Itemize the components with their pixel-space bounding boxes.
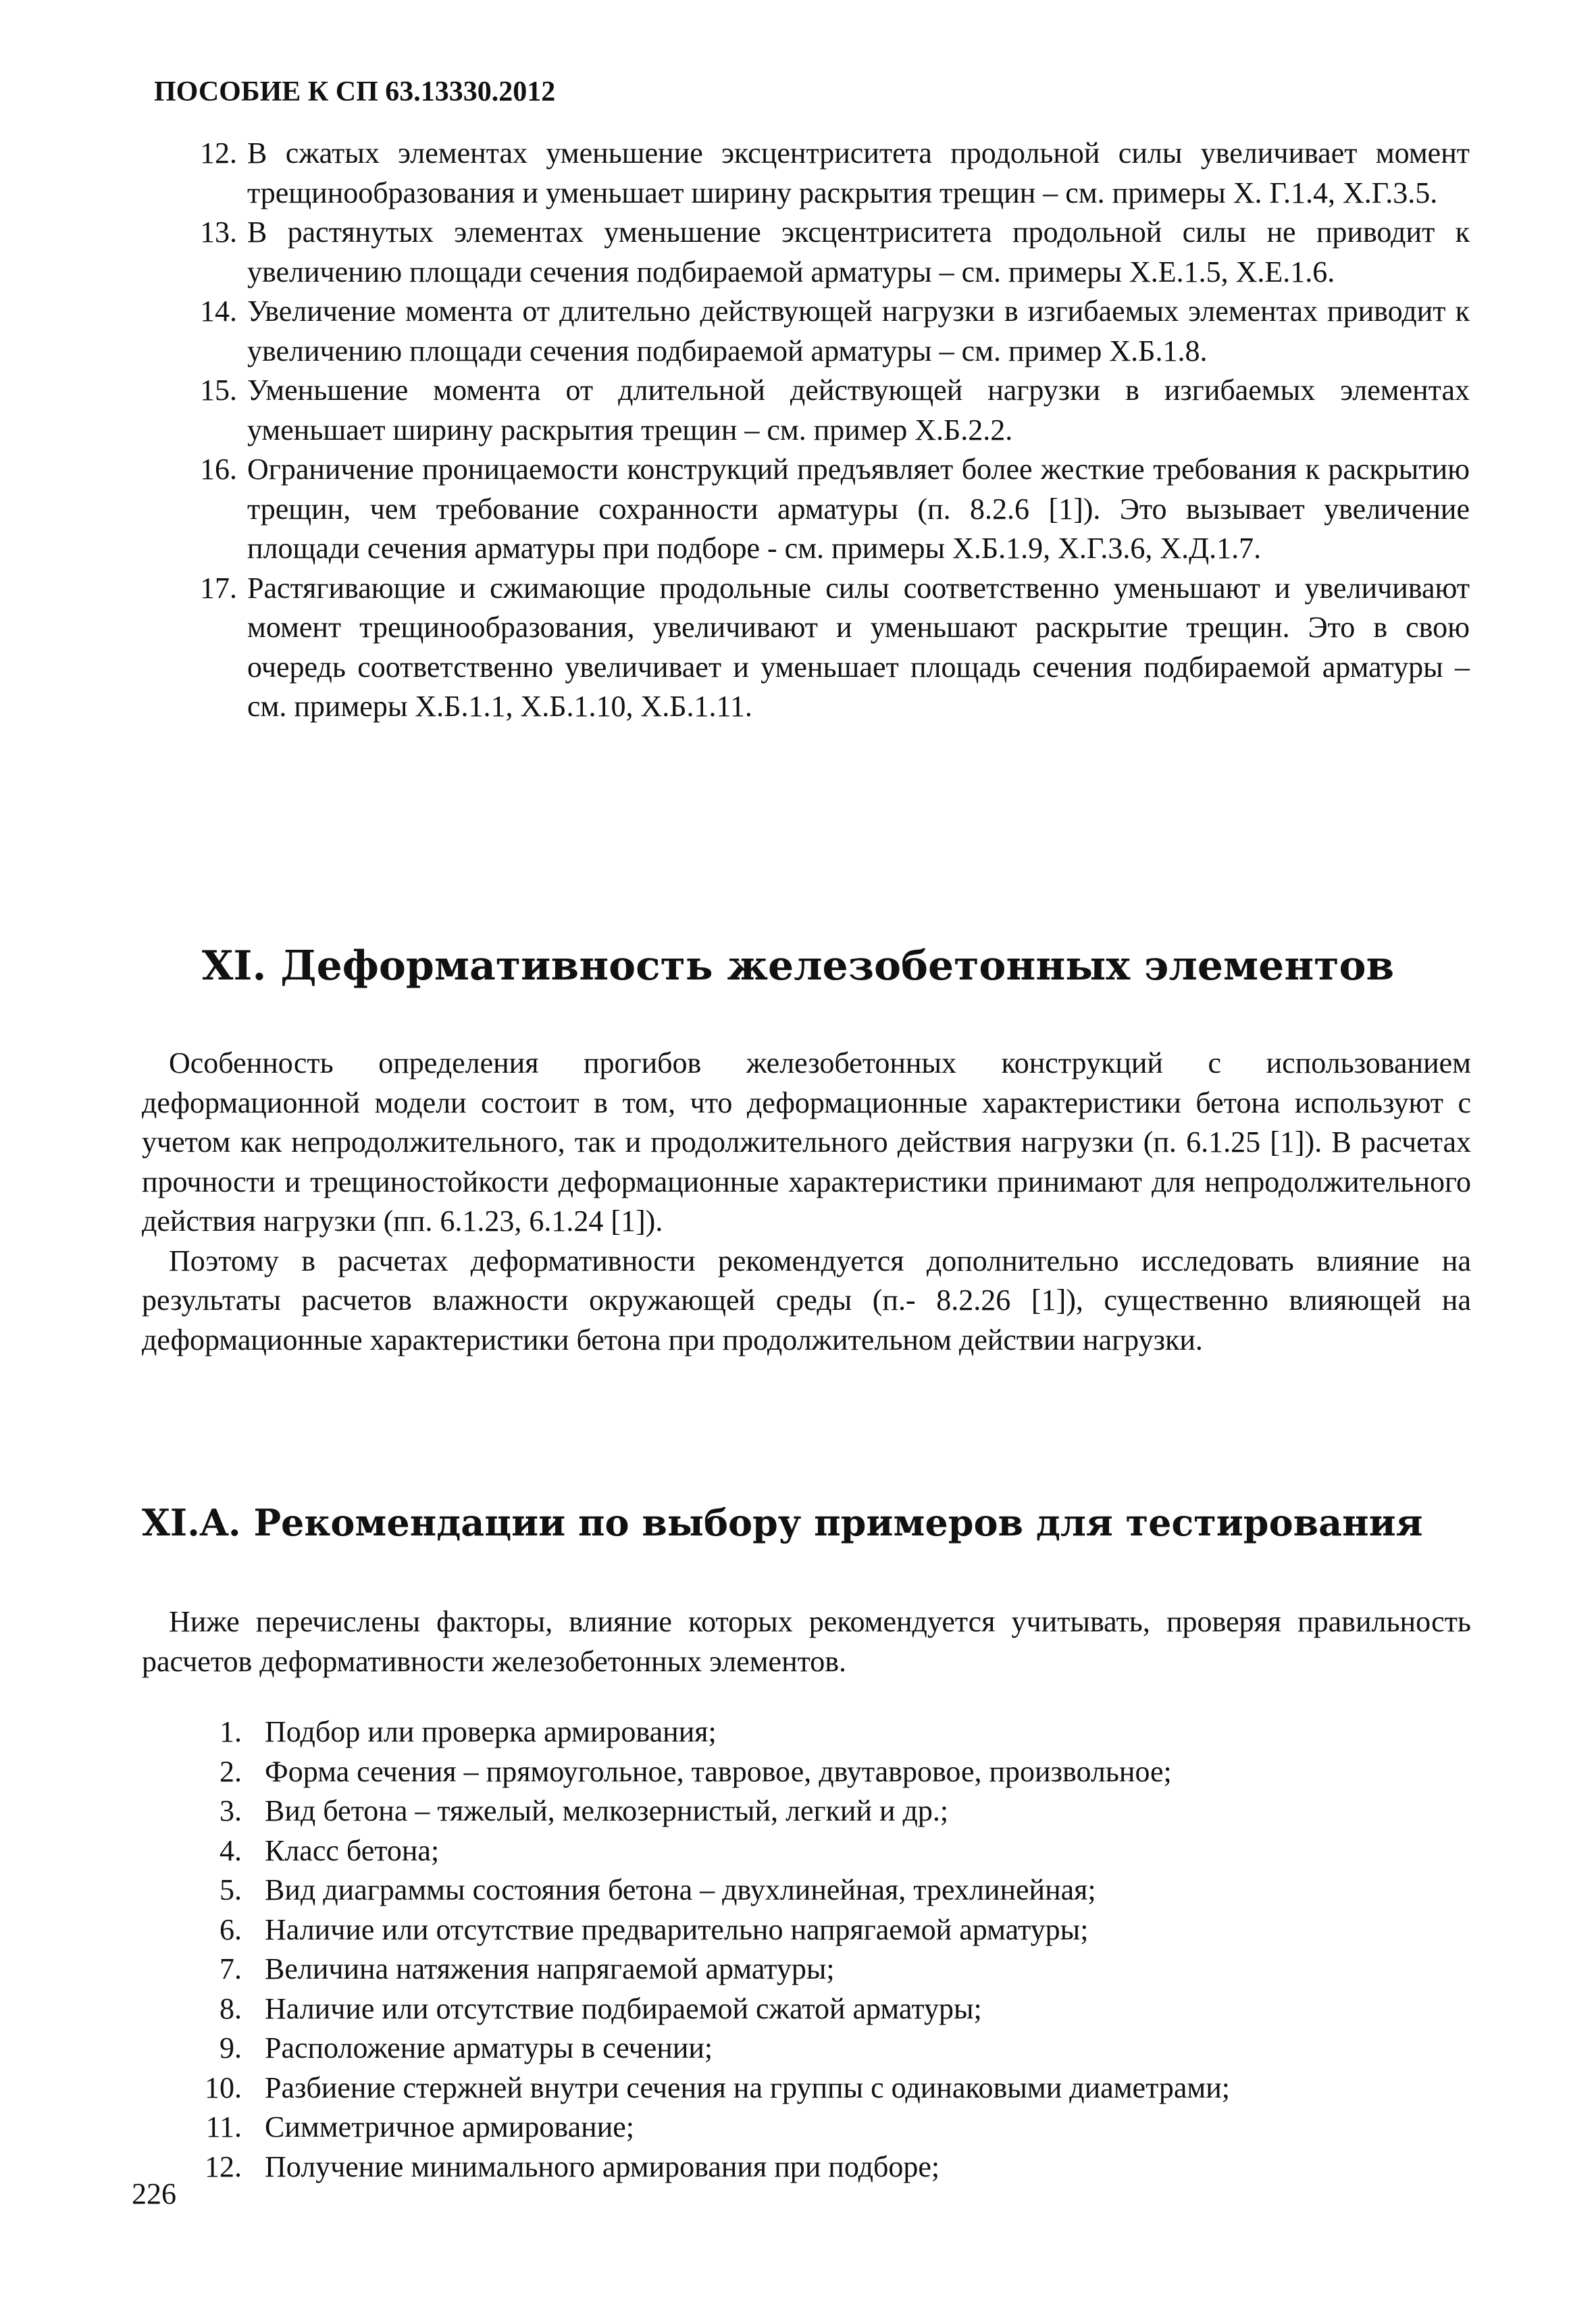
list-item: [196, 1989, 1412, 2029]
item-text: Наличие или отсутствие подбираемой сжатой арматуры;: [265, 1991, 982, 2025]
item-text: Вид бетона – тяжелый, мелкозернистый, легкий и др.;: [265, 1794, 949, 1827]
item-text: Разбиение стержней внутри сечения на группы с одинаковыми диаметрами;: [265, 2070, 1230, 2104]
list-item: [196, 1871, 1412, 1910]
item-number: 6.: [220, 1912, 242, 1946]
running-header: ПОСОБИЕ К СП 63.13330.2012: [154, 76, 556, 107]
item-number: 1.: [220, 1715, 242, 1748]
body-paragraph: Поэтому в расчетах деформативности рекомендуется дополнительно исследовать влияние на результаты расчетов влажности окружающей среды (п.- 8.2.26 [1]), существенно влияющей на деформационные характеристики бетона при продолжительном действии нагрузки.: [142, 1244, 1471, 1356]
subsection-intro: [142, 1602, 1471, 1681]
item-number: 16.: [200, 453, 237, 486]
list-item: [196, 1910, 1412, 1950]
item-text: Форма сечения – прямоугольное, тавровое, двутавровое, произвольное;: [265, 1754, 1172, 1788]
list-item: [196, 2108, 1412, 2147]
item-text: Получение минимального армирования при подборе;: [265, 2150, 940, 2183]
section-body: [142, 1044, 1471, 1360]
factors-list: [196, 1712, 1412, 2187]
item-text: Увеличение момента от длительно действующей нагрузки в изгибаемых элементах приводит к увеличению площади сечения подбираемой арматуры – см. пример Х.Б.1.8.: [247, 295, 1470, 367]
item-number: 7.: [220, 1952, 242, 1985]
list-item: [196, 1752, 1412, 1792]
list-item: [196, 2068, 1412, 2108]
item-number: 5.: [220, 1873, 242, 1906]
item-text: Расположение арматуры в сечении;: [265, 2031, 713, 2064]
item-number: 12.: [200, 136, 237, 170]
item-text: Симметричное армирование;: [265, 2110, 634, 2143]
subsection-heading: XI.A. Рекомендации по выбору примеров для тестирования: [142, 1501, 1423, 1544]
item-text: Уменьшение момента от длительной действующей нагрузки в изгибаемых элементах уменьшает ширину раскрытия трещин – см. пример Х.Б.2.2.: [247, 374, 1470, 447]
item-text: Величина натяжения напрягаемой арматуры;: [265, 1952, 835, 1985]
item-number: 13.: [200, 215, 237, 249]
list-item: [154, 371, 1470, 450]
item-text: Класс бетона;: [265, 1833, 440, 1867]
list-item: [196, 2147, 1412, 2187]
item-number: 15.: [200, 374, 237, 407]
item-text: Ограничение проницаемости конструкций предъявляет более жесткие требования к раскрытию трещин, чем требование сохранности арматуры (п. 8.2.6 [1]). Это вызывает увеличение площади сечения арматуры при подборе - см. примеры Х.Б.1.9, Х.Г.3.6, Х.Д.1.7.: [247, 453, 1470, 565]
item-number: 8.: [220, 1991, 242, 2025]
intro-paragraph: Ниже перечислены факторы, влияние которых рекомендуется учитывать, проверяя правильность расчетов деформативности железобетонных элементов.: [142, 1605, 1471, 1678]
item-number: 10.: [205, 2070, 242, 2104]
item-number: 2.: [220, 1754, 242, 1788]
list-item: [154, 134, 1470, 213]
list-item: [154, 213, 1470, 292]
list-item: [196, 1791, 1412, 1831]
item-text: Подбор или проверка армирования;: [265, 1715, 717, 1748]
item-number: 17.: [200, 571, 237, 605]
list-item: [196, 1712, 1412, 1752]
list-item: [154, 569, 1470, 727]
list-item: [196, 2029, 1412, 2068]
list-item: [154, 450, 1470, 569]
item-number: 11.: [205, 2110, 242, 2143]
body-paragraph: Особенность определения прогибов железобетонных конструкций с использованием деформационной модели состоит в том, что деформационные характеристики бетона используют с учетом как непродолжительного, так и продолжительного действия нагрузки (п. 6.1.25 [1]). В расчетах прочности и трещиностойкости деформационные характеристики принимают для непродолжительного действия нагрузки (пп. 6.1.23, 6.1.24 [1]).: [142, 1046, 1471, 1238]
item-text: В сжатых элементах уменьшение эксцентриситета продольной силы увеличивает момент трещинообразования и уменьшает ширину раскрытия трещин – см. примеры Х. Г.1.4, Х.Г.3.5.: [247, 136, 1470, 209]
page-number: 226: [132, 2177, 176, 2210]
item-text: Вид диаграммы состояния бетона – двухлинейная, трехлинейная;: [265, 1873, 1096, 1906]
section-heading: XI. Деформативность железобетонных элементов: [201, 942, 1395, 990]
list-item: [154, 292, 1470, 371]
item-number: 9.: [220, 2031, 242, 2064]
item-text: Растягивающие и сжимающие продольные силы соответственно уменьшают и увеличивают момент трещинообразования, увеличивают и уменьшают раскрытие трещин. Это в свою очередь соответственно увеличивает и уменьшает площадь сечения подбираемой арматуры – см. примеры Х.Б.1.1, Х.Б.1.10, Х.Б.1.11.: [247, 571, 1470, 723]
item-number: 12.: [205, 2150, 242, 2183]
item-number: 4.: [220, 1833, 242, 1867]
item-number: 3.: [220, 1794, 242, 1827]
list-item: [196, 1831, 1412, 1871]
numbered-conclusions-list: [154, 134, 1470, 727]
item-text: В растянутых элементах уменьшение эксцентриситета продольной силы не приводит к увеличению площади сечения подбираемой арматуры – см. примеры Х.Е.1.5, Х.Е.1.6.: [247, 215, 1470, 288]
item-number: 14.: [200, 295, 237, 328]
list-item: [196, 1950, 1412, 1989]
item-text: Наличие или отсутствие предварительно напрягаемой арматуры;: [265, 1912, 1089, 1946]
